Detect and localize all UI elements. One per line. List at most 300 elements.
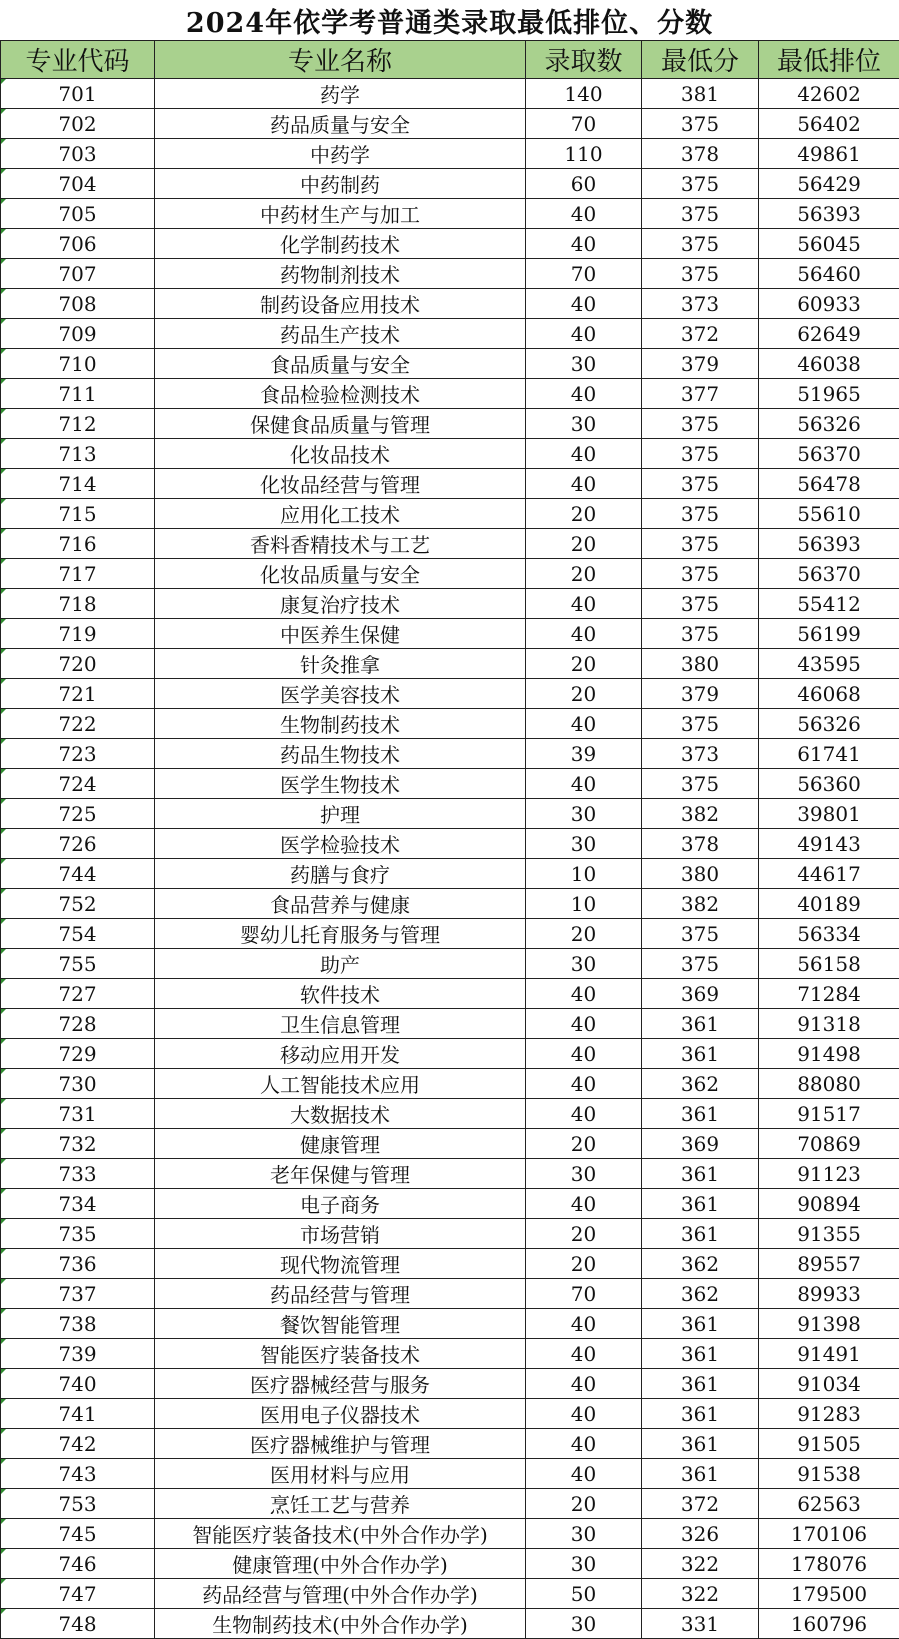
cell-admitted-count[interactable]: 20 — [526, 1489, 642, 1519]
cell-major-code[interactable]: 725 — [1, 799, 155, 829]
cell-min-rank[interactable]: 43595 — [759, 649, 899, 679]
cell-admitted-count[interactable]: 40 — [526, 1309, 642, 1339]
cell-admitted-count[interactable]: 40 — [526, 1459, 642, 1489]
cell-major-code[interactable]: 715 — [1, 499, 155, 529]
table-row — [1, 739, 899, 769]
cell-major-name[interactable]: 电子商务 — [155, 1189, 526, 1219]
table-row — [1, 1069, 899, 1099]
cell-min-score[interactable]: 375 — [642, 949, 759, 979]
cell-major-code[interactable]: 730 — [1, 1069, 155, 1099]
cell-min-score[interactable]: 375 — [642, 589, 759, 619]
cell-major-name[interactable]: 健康管理 — [155, 1129, 526, 1159]
cell-min-score[interactable]: 326 — [642, 1519, 759, 1549]
cell-admitted-count[interactable]: 40 — [526, 229, 642, 259]
cell-min-rank[interactable]: 91355 — [759, 1219, 899, 1249]
cell-min-score[interactable]: 369 — [642, 1129, 759, 1159]
cell-major-name[interactable]: 中药学 — [155, 139, 526, 169]
cell-major-name[interactable]: 烹饪工艺与营养 — [155, 1489, 526, 1519]
table-row — [1, 289, 899, 319]
cell-admitted-count[interactable]: 40 — [526, 709, 642, 739]
cell-major-code[interactable]: 741 — [1, 1399, 155, 1429]
cell-min-score[interactable]: 378 — [642, 139, 759, 169]
cell-min-score[interactable]: 369 — [642, 979, 759, 1009]
cell-min-score[interactable]: 375 — [642, 259, 759, 289]
cell-admitted-count[interactable]: 30 — [526, 409, 642, 439]
cell-min-rank[interactable]: 55412 — [759, 589, 899, 619]
cell-min-score[interactable]: 375 — [642, 499, 759, 529]
header-major-name[interactable]: 专业名称 — [155, 41, 526, 79]
cell-min-rank[interactable]: 56326 — [759, 709, 899, 739]
cell-min-score[interactable]: 377 — [642, 379, 759, 409]
table-row — [1, 199, 899, 229]
cell-min-rank[interactable]: 91123 — [759, 1159, 899, 1189]
cell-min-score[interactable]: 331 — [642, 1609, 759, 1639]
cell-major-name[interactable]: 保健食品质量与管理 — [155, 409, 526, 439]
cell-major-code[interactable]: 722 — [1, 709, 155, 739]
cell-major-name[interactable]: 食品检验检测技术 — [155, 379, 526, 409]
table-row — [1, 1129, 899, 1159]
cell-major-code[interactable]: 709 — [1, 319, 155, 349]
cell-min-score[interactable]: 382 — [642, 889, 759, 919]
cell-major-code[interactable]: 746 — [1, 1549, 155, 1579]
cell-admitted-count[interactable]: 40 — [526, 619, 642, 649]
cell-min-rank[interactable]: 56326 — [759, 409, 899, 439]
cell-major-code[interactable]: 745 — [1, 1519, 155, 1549]
table-row — [1, 859, 899, 889]
cell-admitted-count[interactable]: 10 — [526, 889, 642, 919]
cell-major-code[interactable]: 719 — [1, 619, 155, 649]
cell-min-rank[interactable]: 70869 — [759, 1129, 899, 1159]
cell-admitted-count[interactable]: 20 — [526, 559, 642, 589]
cell-major-code[interactable]: 752 — [1, 889, 155, 919]
cell-major-name[interactable]: 智能医疗装备技术 — [155, 1339, 526, 1369]
header-min-rank[interactable]: 最低排位 — [759, 41, 899, 79]
cell-min-score[interactable]: 361 — [642, 1159, 759, 1189]
cell-min-rank[interactable]: 91498 — [759, 1039, 899, 1069]
cell-major-name[interactable]: 护理 — [155, 799, 526, 829]
cell-admitted-count[interactable]: 20 — [526, 919, 642, 949]
cell-admitted-count[interactable]: 30 — [526, 949, 642, 979]
cell-major-code[interactable]: 728 — [1, 1009, 155, 1039]
cell-major-code[interactable]: 748 — [1, 1609, 155, 1639]
cell-major-code[interactable]: 735 — [1, 1219, 155, 1249]
cell-admitted-count[interactable]: 30 — [526, 349, 642, 379]
cell-admitted-count[interactable]: 20 — [526, 529, 642, 559]
cell-min-rank[interactable]: 91398 — [759, 1309, 899, 1339]
cell-min-rank[interactable]: 56370 — [759, 559, 899, 589]
cell-major-code[interactable]: 720 — [1, 649, 155, 679]
cell-min-score[interactable]: 361 — [642, 1429, 759, 1459]
cell-min-rank[interactable]: 56158 — [759, 949, 899, 979]
cell-major-code[interactable]: 736 — [1, 1249, 155, 1279]
cell-min-rank[interactable]: 89557 — [759, 1249, 899, 1279]
admission-table — [0, 40, 899, 1639]
table-row — [1, 1429, 899, 1459]
cell-min-rank[interactable]: 56370 — [759, 439, 899, 469]
cell-admitted-count[interactable]: 60 — [526, 169, 642, 199]
cell-major-code[interactable]: 712 — [1, 409, 155, 439]
cell-min-score[interactable]: 362 — [642, 1249, 759, 1279]
cell-min-rank[interactable]: 49143 — [759, 829, 899, 859]
cell-min-score[interactable]: 375 — [642, 229, 759, 259]
cell-admitted-count[interactable]: 40 — [526, 1009, 642, 1039]
cell-major-name[interactable]: 医用电子仪器技术 — [155, 1399, 526, 1429]
cell-major-name[interactable]: 药品生物技术 — [155, 739, 526, 769]
table-row — [1, 919, 899, 949]
cell-major-name[interactable]: 健康管理(中外合作办学) — [155, 1549, 526, 1579]
cell-min-rank[interactable]: 61741 — [759, 739, 899, 769]
cell-major-code[interactable]: 711 — [1, 379, 155, 409]
cell-min-score[interactable]: 372 — [642, 1489, 759, 1519]
table-row — [1, 559, 899, 589]
cell-admitted-count[interactable]: 39 — [526, 739, 642, 769]
cell-min-rank[interactable]: 56393 — [759, 199, 899, 229]
cell-min-rank[interactable]: 51965 — [759, 379, 899, 409]
table-row — [1, 829, 899, 859]
table-row — [1, 109, 899, 139]
cell-admitted-count[interactable]: 40 — [526, 979, 642, 1009]
cell-min-score[interactable]: 375 — [642, 169, 759, 199]
cell-major-name[interactable]: 生物制药技术(中外合作办学) — [155, 1609, 526, 1639]
cell-min-score[interactable]: 361 — [642, 1009, 759, 1039]
cell-min-score[interactable]: 375 — [642, 439, 759, 469]
cell-major-code[interactable]: 705 — [1, 199, 155, 229]
cell-major-code[interactable]: 706 — [1, 229, 155, 259]
cell-min-rank[interactable]: 91505 — [759, 1429, 899, 1459]
table-header — [1, 41, 899, 79]
cell-admitted-count[interactable]: 70 — [526, 1279, 642, 1309]
cell-admitted-count[interactable]: 20 — [526, 1129, 642, 1159]
table-row — [1, 169, 899, 199]
cell-major-code[interactable]: 713 — [1, 439, 155, 469]
cell-major-code[interactable]: 726 — [1, 829, 155, 859]
cell-major-name[interactable]: 香料香精技术与工艺 — [155, 529, 526, 559]
cell-major-name[interactable]: 移动应用开发 — [155, 1039, 526, 1069]
cell-min-score[interactable]: 361 — [642, 1399, 759, 1429]
cell-admitted-count[interactable]: 30 — [526, 1549, 642, 1579]
cell-min-score[interactable]: 361 — [642, 1189, 759, 1219]
cell-min-rank[interactable]: 62649 — [759, 319, 899, 349]
table-row — [1, 409, 899, 439]
cell-admitted-count[interactable]: 30 — [526, 1519, 642, 1549]
cell-major-code[interactable]: 739 — [1, 1339, 155, 1369]
cell-admitted-count[interactable]: 40 — [526, 319, 642, 349]
cell-major-name[interactable]: 化妆品经营与管理 — [155, 469, 526, 499]
table-row — [1, 319, 899, 349]
cell-admitted-count[interactable]: 40 — [526, 1429, 642, 1459]
cell-major-code[interactable]: 738 — [1, 1309, 155, 1339]
cell-min-rank[interactable]: 179500 — [759, 1579, 899, 1609]
cell-min-rank[interactable]: 91491 — [759, 1339, 899, 1369]
cell-min-rank[interactable]: 44617 — [759, 859, 899, 889]
table-row — [1, 529, 899, 559]
cell-admitted-count[interactable]: 30 — [526, 799, 642, 829]
cell-min-score[interactable]: 375 — [642, 619, 759, 649]
cell-min-rank[interactable]: 60933 — [759, 289, 899, 319]
table-row — [1, 1039, 899, 1069]
cell-min-rank[interactable]: 91517 — [759, 1099, 899, 1129]
cell-major-name[interactable]: 药物制剂技术 — [155, 259, 526, 289]
cell-admitted-count[interactable]: 40 — [526, 1099, 642, 1129]
header-admitted-count[interactable]: 录取数 — [526, 41, 642, 79]
cell-min-score[interactable]: 361 — [642, 1219, 759, 1249]
table-row — [1, 1339, 899, 1369]
cell-min-score[interactable]: 375 — [642, 469, 759, 499]
cell-major-name[interactable]: 软件技术 — [155, 979, 526, 1009]
table-row — [1, 439, 899, 469]
cell-major-name[interactable]: 康复治疗技术 — [155, 589, 526, 619]
cell-major-code[interactable]: 721 — [1, 679, 155, 709]
cell-major-name[interactable]: 制药设备应用技术 — [155, 289, 526, 319]
cell-major-name[interactable]: 药学 — [155, 79, 526, 109]
cell-major-code[interactable]: 744 — [1, 859, 155, 889]
cell-major-code[interactable]: 742 — [1, 1429, 155, 1459]
table-row — [1, 1459, 899, 1489]
cell-min-score[interactable]: 375 — [642, 559, 759, 589]
cell-major-code[interactable]: 718 — [1, 589, 155, 619]
cell-major-code[interactable]: 731 — [1, 1099, 155, 1129]
table-row — [1, 379, 899, 409]
cell-min-rank[interactable]: 56334 — [759, 919, 899, 949]
cell-major-code[interactable]: 753 — [1, 1489, 155, 1519]
cell-major-name[interactable]: 市场营销 — [155, 1219, 526, 1249]
cell-min-rank[interactable]: 55610 — [759, 499, 899, 529]
cell-admitted-count[interactable]: 70 — [526, 109, 642, 139]
cell-major-name[interactable]: 药品经营与管理(中外合作办学) — [155, 1579, 526, 1609]
cell-min-score[interactable]: 362 — [642, 1069, 759, 1099]
cell-min-rank[interactable]: 88080 — [759, 1069, 899, 1099]
cell-major-name[interactable]: 药品生产技术 — [155, 319, 526, 349]
table-row — [1, 679, 899, 709]
table-row — [1, 1249, 899, 1279]
cell-min-score[interactable]: 375 — [642, 529, 759, 559]
cell-major-code[interactable]: 754 — [1, 919, 155, 949]
cell-min-score[interactable]: 380 — [642, 859, 759, 889]
cell-major-name[interactable]: 餐饮智能管理 — [155, 1309, 526, 1339]
cell-min-score[interactable]: 372 — [642, 319, 759, 349]
cell-min-score[interactable]: 361 — [642, 1369, 759, 1399]
cell-major-code[interactable]: 704 — [1, 169, 155, 199]
header-min-score[interactable]: 最低分 — [642, 41, 759, 79]
cell-min-score[interactable]: 375 — [642, 199, 759, 229]
cell-major-name[interactable]: 化妆品技术 — [155, 439, 526, 469]
cell-admitted-count[interactable]: 70 — [526, 259, 642, 289]
cell-admitted-count[interactable]: 110 — [526, 139, 642, 169]
cell-admitted-count[interactable]: 140 — [526, 79, 642, 109]
cell-admitted-count[interactable]: 10 — [526, 859, 642, 889]
cell-major-code[interactable]: 747 — [1, 1579, 155, 1609]
cell-major-code[interactable]: 732 — [1, 1129, 155, 1159]
cell-min-score[interactable]: 375 — [642, 919, 759, 949]
cell-major-name[interactable]: 药品质量与安全 — [155, 109, 526, 139]
cell-major-name[interactable]: 智能医疗装备技术(中外合作办学) — [155, 1519, 526, 1549]
cell-min-score[interactable]: 382 — [642, 799, 759, 829]
cell-major-name[interactable]: 药膳与食疗 — [155, 859, 526, 889]
cell-major-name[interactable]: 中医养生保健 — [155, 619, 526, 649]
cell-min-rank[interactable]: 46038 — [759, 349, 899, 379]
cell-admitted-count[interactable]: 50 — [526, 1579, 642, 1609]
header-major-code[interactable]: 专业代码 — [1, 41, 155, 79]
cell-major-name[interactable]: 现代物流管理 — [155, 1249, 526, 1279]
table-row — [1, 79, 899, 109]
cell-admitted-count[interactable]: 20 — [526, 649, 642, 679]
cell-min-rank[interactable]: 178076 — [759, 1549, 899, 1579]
cell-min-rank[interactable]: 56429 — [759, 169, 899, 199]
cell-admitted-count[interactable]: 40 — [526, 589, 642, 619]
cell-admitted-count[interactable]: 30 — [526, 829, 642, 859]
cell-min-score[interactable]: 381 — [642, 79, 759, 109]
cell-min-score[interactable]: 322 — [642, 1579, 759, 1609]
cell-admitted-count[interactable]: 40 — [526, 769, 642, 799]
cell-admitted-count[interactable]: 20 — [526, 1249, 642, 1279]
cell-min-rank[interactable]: 89933 — [759, 1279, 899, 1309]
cell-min-score[interactable]: 361 — [642, 1339, 759, 1369]
cell-major-code[interactable]: 734 — [1, 1189, 155, 1219]
cell-min-score[interactable]: 361 — [642, 1099, 759, 1129]
cell-major-code[interactable]: 740 — [1, 1369, 155, 1399]
cell-min-score[interactable]: 379 — [642, 349, 759, 379]
cell-major-name[interactable]: 医学美容技术 — [155, 679, 526, 709]
cell-major-name[interactable]: 化学制药技术 — [155, 229, 526, 259]
cell-min-rank[interactable]: 56478 — [759, 469, 899, 499]
cell-min-rank[interactable]: 49861 — [759, 139, 899, 169]
cell-min-rank[interactable]: 56360 — [759, 769, 899, 799]
cell-min-score[interactable]: 375 — [642, 709, 759, 739]
cell-major-name[interactable]: 医用材料与应用 — [155, 1459, 526, 1489]
cell-min-rank[interactable]: 42602 — [759, 79, 899, 109]
cell-major-code[interactable]: 703 — [1, 139, 155, 169]
cell-major-name[interactable]: 药品经营与管理 — [155, 1279, 526, 1309]
table-title: 2024年依学考普通类录取最低排位、分数 — [0, 0, 899, 40]
cell-min-score[interactable]: 361 — [642, 1309, 759, 1339]
cell-major-name[interactable]: 生物制药技术 — [155, 709, 526, 739]
cell-min-rank[interactable]: 39801 — [759, 799, 899, 829]
cell-min-score[interactable]: 375 — [642, 409, 759, 439]
cell-major-name[interactable]: 老年保健与管理 — [155, 1159, 526, 1189]
cell-major-name[interactable]: 食品营养与健康 — [155, 889, 526, 919]
cell-min-rank[interactable]: 56402 — [759, 109, 899, 139]
header-row — [1, 41, 899, 79]
cell-admitted-count[interactable]: 30 — [526, 1609, 642, 1639]
cell-major-code[interactable]: 714 — [1, 469, 155, 499]
cell-major-code[interactable]: 755 — [1, 949, 155, 979]
cell-major-name[interactable]: 中药材生产与加工 — [155, 199, 526, 229]
cell-major-name[interactable]: 大数据技术 — [155, 1099, 526, 1129]
cell-major-name[interactable]: 针灸推拿 — [155, 649, 526, 679]
cell-admitted-count[interactable]: 20 — [526, 679, 642, 709]
cell-admitted-count[interactable]: 30 — [526, 1159, 642, 1189]
cell-major-code[interactable]: 729 — [1, 1039, 155, 1069]
cell-min-rank[interactable]: 56393 — [759, 529, 899, 559]
table-row — [1, 1489, 899, 1519]
cell-min-rank[interactable]: 170106 — [759, 1519, 899, 1549]
cell-major-name[interactable]: 人工智能技术应用 — [155, 1069, 526, 1099]
cell-min-score[interactable]: 361 — [642, 1039, 759, 1069]
table-row — [1, 1369, 899, 1399]
cell-admitted-count[interactable]: 40 — [526, 1039, 642, 1069]
cell-admitted-count[interactable]: 20 — [526, 499, 642, 529]
cell-admitted-count[interactable]: 40 — [526, 469, 642, 499]
cell-min-rank[interactable]: 91283 — [759, 1399, 899, 1429]
cell-min-rank[interactable]: 90894 — [759, 1189, 899, 1219]
cell-major-code[interactable]: 702 — [1, 109, 155, 139]
table-row — [1, 1279, 899, 1309]
cell-min-rank[interactable]: 71284 — [759, 979, 899, 1009]
cell-major-code[interactable]: 701 — [1, 79, 155, 109]
cell-min-score[interactable]: 375 — [642, 769, 759, 799]
cell-admitted-count[interactable]: 40 — [526, 1399, 642, 1429]
cell-min-rank[interactable]: 40189 — [759, 889, 899, 919]
cell-min-rank[interactable]: 62563 — [759, 1489, 899, 1519]
cell-admitted-count[interactable]: 20 — [526, 1219, 642, 1249]
cell-admitted-count[interactable]: 40 — [526, 1069, 642, 1099]
cell-major-code[interactable]: 708 — [1, 289, 155, 319]
cell-major-name[interactable]: 食品质量与安全 — [155, 349, 526, 379]
cell-min-rank[interactable]: 91318 — [759, 1009, 899, 1039]
cell-admitted-count[interactable]: 40 — [526, 1339, 642, 1369]
cell-major-name[interactable]: 中药制药 — [155, 169, 526, 199]
cell-admitted-count[interactable]: 40 — [526, 1369, 642, 1399]
cell-min-score[interactable]: 373 — [642, 289, 759, 319]
cell-admitted-count[interactable]: 40 — [526, 1189, 642, 1219]
cell-major-name[interactable]: 医疗器械经营与服务 — [155, 1369, 526, 1399]
cell-major-name[interactable]: 化妆品质量与安全 — [155, 559, 526, 589]
cell-major-name[interactable]: 医学检验技术 — [155, 829, 526, 859]
cell-min-score[interactable]: 373 — [642, 739, 759, 769]
cell-min-rank[interactable]: 56460 — [759, 259, 899, 289]
table-row — [1, 139, 899, 169]
cell-admitted-count[interactable]: 40 — [526, 289, 642, 319]
cell-min-rank[interactable]: 46068 — [759, 679, 899, 709]
cell-admitted-count[interactable]: 40 — [526, 439, 642, 469]
cell-min-score[interactable]: 375 — [642, 109, 759, 139]
cell-min-score[interactable]: 361 — [642, 1459, 759, 1489]
cell-major-name[interactable]: 应用化工技术 — [155, 499, 526, 529]
cell-admitted-count[interactable]: 40 — [526, 199, 642, 229]
cell-major-code[interactable]: 724 — [1, 769, 155, 799]
cell-min-rank[interactable]: 56199 — [759, 619, 899, 649]
cell-major-code[interactable]: 716 — [1, 529, 155, 559]
table-row — [1, 349, 899, 379]
cell-min-rank[interactable]: 91034 — [759, 1369, 899, 1399]
cell-major-name[interactable]: 卫生信息管理 — [155, 1009, 526, 1039]
cell-major-name[interactable]: 医学生物技术 — [155, 769, 526, 799]
cell-min-rank[interactable]: 160796 — [759, 1609, 899, 1639]
cell-min-rank[interactable]: 56045 — [759, 229, 899, 259]
cell-major-name[interactable]: 助产 — [155, 949, 526, 979]
cell-admitted-count[interactable]: 40 — [526, 379, 642, 409]
table-row — [1, 979, 899, 1009]
cell-major-name[interactable]: 婴幼儿托育服务与管理 — [155, 919, 526, 949]
table-row — [1, 949, 899, 979]
cell-major-code[interactable]: 723 — [1, 739, 155, 769]
cell-major-name[interactable]: 医疗器械维护与管理 — [155, 1429, 526, 1459]
cell-major-code[interactable]: 717 — [1, 559, 155, 589]
cell-major-code[interactable]: 727 — [1, 979, 155, 1009]
cell-major-code[interactable]: 737 — [1, 1279, 155, 1309]
cell-min-score[interactable]: 379 — [642, 679, 759, 709]
cell-major-code[interactable]: 743 — [1, 1459, 155, 1489]
cell-min-score[interactable]: 380 — [642, 649, 759, 679]
table-row — [1, 1009, 899, 1039]
cell-min-score[interactable]: 362 — [642, 1279, 759, 1309]
cell-major-code[interactable]: 733 — [1, 1159, 155, 1189]
cell-major-code[interactable]: 707 — [1, 259, 155, 289]
cell-min-score[interactable]: 378 — [642, 829, 759, 859]
cell-min-rank[interactable]: 91538 — [759, 1459, 899, 1489]
cell-major-code[interactable]: 710 — [1, 349, 155, 379]
cell-min-score[interactable]: 322 — [642, 1549, 759, 1579]
